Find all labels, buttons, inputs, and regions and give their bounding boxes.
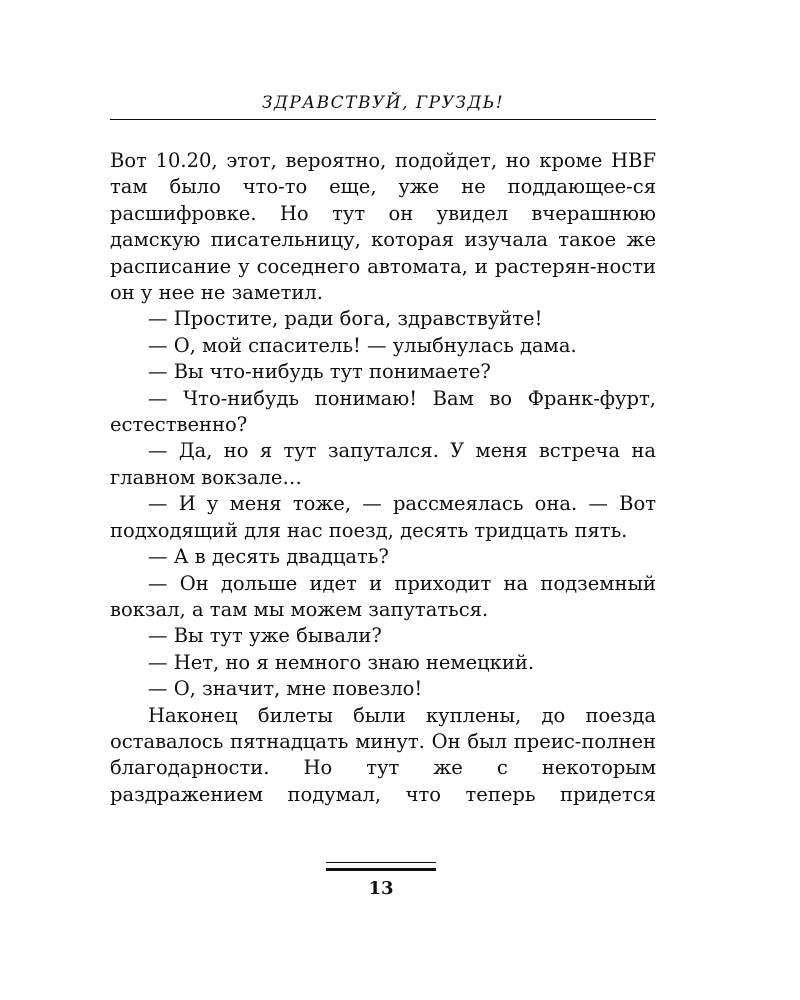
dialogue-line: — Что-нибудь понимаю! Вам во Франк-фурт, естественно? xyxy=(110,386,656,437)
page-body-text xyxy=(110,148,656,808)
dialogue-line: — О, значит, мне повезло! xyxy=(148,677,423,701)
header-divider xyxy=(110,119,656,120)
dialogue-line: — И у меня тоже, — рассмеялась она. — Вот подходящий для нас поезд, десять тридцать пять. xyxy=(110,492,656,542)
dialogue-line: — А в десять двадцать? xyxy=(148,545,389,569)
dialogue-line: — О, мой спаситель! — улыбнулась дама. xyxy=(148,333,577,357)
page-number: 13 xyxy=(368,878,394,899)
running-header: ЗДРАВСТВУЙ, ГРУЗДЬ! xyxy=(261,93,505,113)
footer-divider-thin xyxy=(326,862,436,863)
paragraph: Наконец билеты были куплены, до поезда оставалось пятнадцать минут. Он был преис-полнен благодарности. Но тут же с некоторым раздражением подумал, что теперь придется xyxy=(110,703,656,806)
dialogue-line: — Вы что-нибудь тут понимаете? xyxy=(148,360,491,384)
paragraph: Вот 10.20, этот, вероятно, подойдет, но кроме HBF там было что-то еще, уже не поддающее-ся расшифровке. Но тут он увидел вчерашнюю дамскую писательницу, которая изучала такое же расписание у соседнего автомата, и растерян-ности он у нее не заметил. xyxy=(110,149,656,305)
dialogue-line: — Да, но я тут запутался. У меня встреча на главном вокзале… xyxy=(110,439,656,489)
dialogue-line: — Простите, ради бога, здравствуйте! xyxy=(148,307,543,331)
dialogue-line: — Нет, но я немного знаю немецкий. xyxy=(148,650,535,674)
footer-divider-thick xyxy=(326,868,436,871)
dialogue-line: — Вы тут уже бывали? xyxy=(148,624,382,648)
dialogue-line: — Он дольше идет и приходит на подземный вокзал, а там мы можем запутаться. xyxy=(110,571,656,621)
